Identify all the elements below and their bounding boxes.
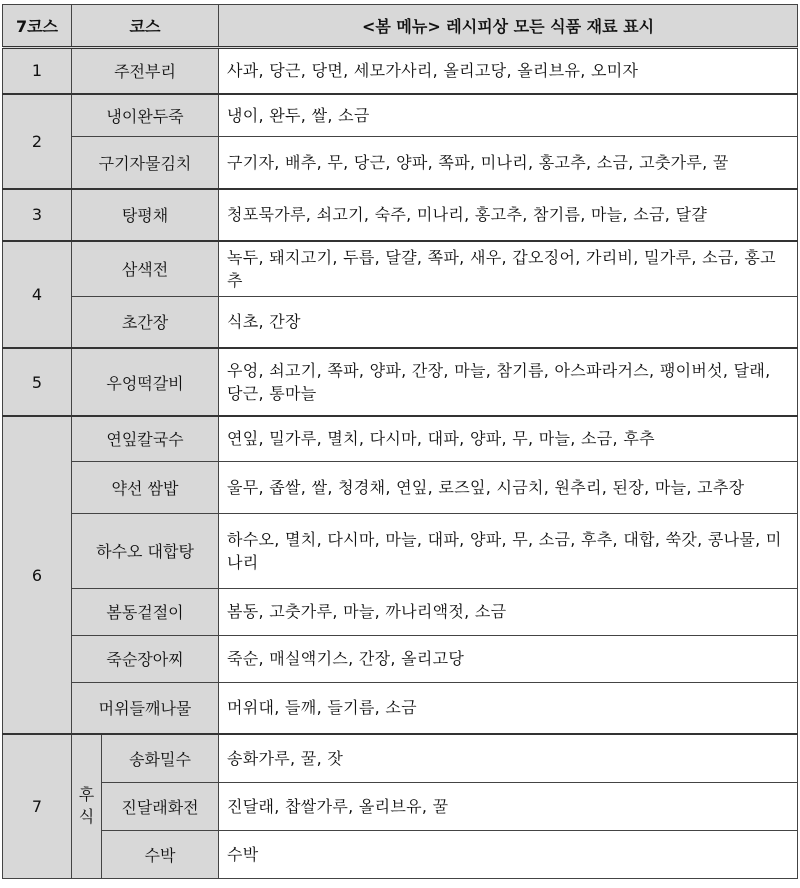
dish-name: 우엉떡갈비 [72,348,219,416]
dish-ingredients: 식초, 간장 [219,296,798,348]
header-row [3,5,798,48]
table-row [3,189,798,241]
dish-name: 주전부리 [72,48,219,94]
dish-ingredients: 사과, 당근, 당면, 세모가사리, 올리고당, 올리브유, 오미자 [219,48,798,94]
menu-ingredients-table [2,4,798,879]
dessert-group-label [72,734,102,878]
dish-ingredients: 연잎, 밀가루, 멸치, 다시마, 대파, 양파, 무, 마늘, 소금, 후추 [219,416,798,461]
table-row [3,513,798,588]
dish-name: 구기자물김치 [72,137,219,189]
course-number: 2 [3,94,72,189]
table-row [3,635,798,682]
dish-ingredients: 청포묵가루, 쇠고기, 숙주, 미나리, 홍고추, 참기름, 마늘, 소금, 달걀 [219,189,798,241]
dish-ingredients: 봄동, 고춧가루, 마늘, 까나리액젓, 소금 [219,588,798,635]
table-row [3,241,798,297]
header-ingredients: <봄 메뉴> 레시피상 모든 식품 재료 표시 [219,5,798,48]
table-row [3,94,798,137]
dish-ingredients: 녹두, 돼지고기, 두릅, 달걀, 쪽파, 새우, 갑오징어, 가리비, 밀가루, 소금, 홍고추 [219,241,798,297]
dish-name: 연잎칼국수 [72,416,219,461]
table-row [3,137,798,189]
table-row [3,461,798,513]
dish-ingredients: 하수오, 멸치, 다시마, 마늘, 대파, 양파, 무, 소금, 후추, 대합, 쑥갓, 콩나물, 미나리 [219,513,798,588]
course-number: 7 [3,734,72,878]
course-number: 1 [3,48,72,94]
table-row [3,782,798,830]
dish-name: 약선 쌈밥 [72,461,219,513]
table-row [3,348,798,416]
dish-name: 냉이완두죽 [72,94,219,137]
dish-name: 죽순장아찌 [72,635,219,682]
dish-name: 탕평채 [72,189,219,241]
dish-ingredients: 구기자, 배추, 무, 당근, 양파, 쪽파, 미나리, 홍고추, 소금, 고춧가루, 꿀 [219,137,798,189]
dish-ingredients: 머위대, 들깨, 들기름, 소금 [219,682,798,734]
table-row [3,416,798,461]
dish-ingredients: 송화가루, 꿀, 잣 [219,734,798,782]
course-number: 5 [3,348,72,416]
course-number: 6 [3,416,72,734]
table-row [3,296,798,348]
table-row [3,830,798,878]
dish-ingredients: 죽순, 매실액기스, 간장, 올리고당 [219,635,798,682]
table-row [3,682,798,734]
dessert-group-label-text: 후 식 [78,785,95,827]
header-course: 코스 [72,5,219,48]
dish-name: 수박 [102,830,219,878]
dish-ingredients: 울무, 좁쌀, 쌀, 청경채, 연잎, 로즈잎, 시금치, 원추리, 된장, 마늘, 고추장 [219,461,798,513]
dish-ingredients: 냉이, 완두, 쌀, 소금 [219,94,798,137]
course-number: 3 [3,189,72,241]
dish-name: 하수오 대합탕 [72,513,219,588]
dish-ingredients: 우엉, 쇠고기, 쪽파, 양파, 간장, 마늘, 참기름, 아스파라거스, 팽이버섯, 달래, 당근, 통마늘 [219,348,798,416]
dish-ingredients: 진달래, 찹쌀가루, 올리브유, 꿀 [219,782,798,830]
dish-name: 봄동겉절이 [72,588,219,635]
table-row [3,48,798,94]
header-course-no: 7코스 [3,5,72,48]
dish-name: 진달래화전 [102,782,219,830]
dish-name: 송화밀수 [102,734,219,782]
dish-name: 머위들깨나물 [72,682,219,734]
table-row [3,588,798,635]
dish-ingredients: 수박 [219,830,798,878]
dish-name: 삼색전 [72,241,219,297]
dish-name: 초간장 [72,296,219,348]
table-row [3,734,798,782]
course-number: 4 [3,241,72,349]
